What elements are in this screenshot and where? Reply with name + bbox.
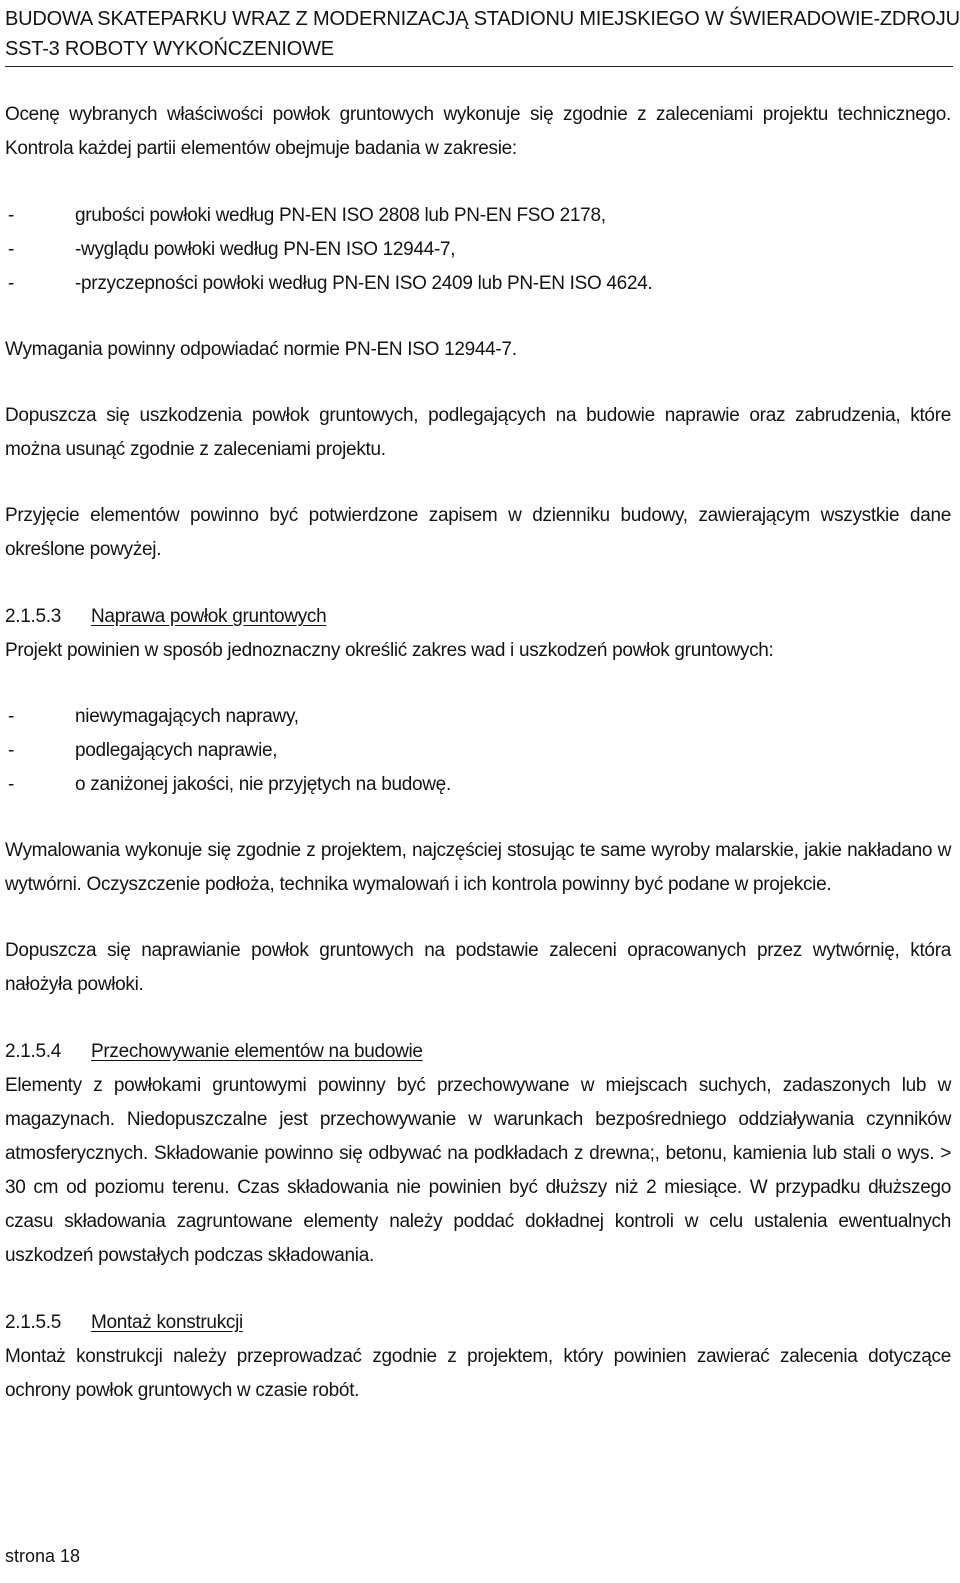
paragraph-repair-allowed: Dopuszcza się naprawianie powłok gruntowych na podstawie zaleceni opracowanych przez wytwórnię, która nałożyła powłoki. [5, 940, 951, 995]
list-dash: - [8, 774, 15, 795]
list-item: - niewymagających naprawy, [5, 700, 951, 734]
paragraph-painting: Wymalowania wykonuje się zgodnie z projektem, najczęściej stosując te same wyroby malarskie, jakie nakładano w wytwórni. Oczyszczenie podłoża, technika wymalowań i ich kontrola powinny być podane w projekcie. [5, 840, 951, 895]
paragraph-defects: Projekt powinien w sposób jednoznaczny określić zakres wad i uszkodzeń powłok gruntowych: [5, 640, 774, 661]
section-title: Montaż konstrukcji [91, 1312, 243, 1333]
paragraph-requirements: Wymagania powinny odpowiadać normie PN-EN ISO 12944-7. [5, 339, 517, 360]
page-content [5, 98, 951, 1408]
list-item: - -wyglądu powłoki według PN-EN ISO 12944-7, [5, 233, 951, 267]
paragraph-storage: Elementy z powłokami gruntowymi powinny być przechowywane w miejscach suchych, zadaszonych lub w magazynach. Niedopuszczalne jest przechowywanie w warunkach bezpośredniego oddziaływania czynników atmosferycznych. Składowanie powinno się odbywać na podkładach z drewna;, betonu, kamienia lub stali o wys. > 30 cm od poziomu terenu. Czas składowania nie powinien być dłuższy niż 2 miesiące. W przypadku dłuższego czasu składowania zagruntowane elementy należy poddać dokładnej kontroli w celu ustalenia ewentualnych uszkodzeń powstałych podczas składowania. [5, 1075, 951, 1266]
section-number: 2.1.5.4 [5, 1041, 62, 1062]
section-number: 2.1.5.3 [5, 606, 62, 627]
section-title: Naprawa powłok gruntowych [91, 606, 327, 627]
paragraph-acceptance: Przyjęcie elementów powinno być potwierdzone zapisem w dzienniku budowy, zawierającym wszystkie dane określone powyżej. [5, 505, 951, 560]
section-title: Przechowywanie elementów na budowie [91, 1041, 423, 1062]
section-heading-assembly [5, 1306, 951, 1340]
list-dash: - [8, 706, 15, 727]
list-dash: - [8, 740, 15, 761]
paragraph-damage: Dopuszcza się uszkodzenia powłok gruntowych, podlegających na budowie naprawie oraz zabrudzenia, które można usunąć zgodnie z zaleceniami projektu. [5, 405, 951, 460]
list-item: - -przyczepności powłoki według PN-EN ISO 2409 lub PN-EN ISO 4624. [5, 267, 951, 301]
header-project-title: BUDOWA SKATEPARKU WRAZ Z MODERNIZACJĄ STADIONU MIEJSKIEGO W ŚWIERADOWIE-ZDROJU [5, 8, 960, 30]
section-heading-repair [5, 600, 951, 634]
list-item: - podlegających naprawie, [5, 734, 951, 768]
paragraph-assembly: Montaż konstrukcji należy przeprowadzać zgodnie z projektem, który powinien zawierać zalecenia dotyczące ochrony powłok gruntowych w czasie robót. [5, 1346, 951, 1401]
paragraph-quality-check: Ocenę wybranych właściwości powłok gruntowych wykonuje się zgodnie z zaleceniami projektu technicznego. Kontrola każdej partii elementów obejmuje badania w zakresie: [5, 104, 951, 159]
section-number: 2.1.5.5 [5, 1312, 62, 1333]
list-dash: - [8, 239, 15, 260]
section-heading-storage [5, 1035, 951, 1069]
list-defect-categories [5, 700, 951, 802]
header-spec-title: SST-3 ROBOTY WYKOŃCZENIOWE [5, 38, 334, 60]
header-divider [5, 66, 953, 67]
page-number: strona 18 [5, 1546, 81, 1566]
list-item: - o zaniżonej jakości, nie przyjętych na budowę. [5, 768, 951, 802]
list-dash: - [8, 205, 15, 226]
list-tests [5, 199, 951, 301]
list-dash: - [8, 273, 15, 294]
page-header [5, 4, 960, 64]
list-item: - grubości powłoki według PN-EN ISO 2808 lub PN-EN FSO 2178, [5, 199, 951, 233]
